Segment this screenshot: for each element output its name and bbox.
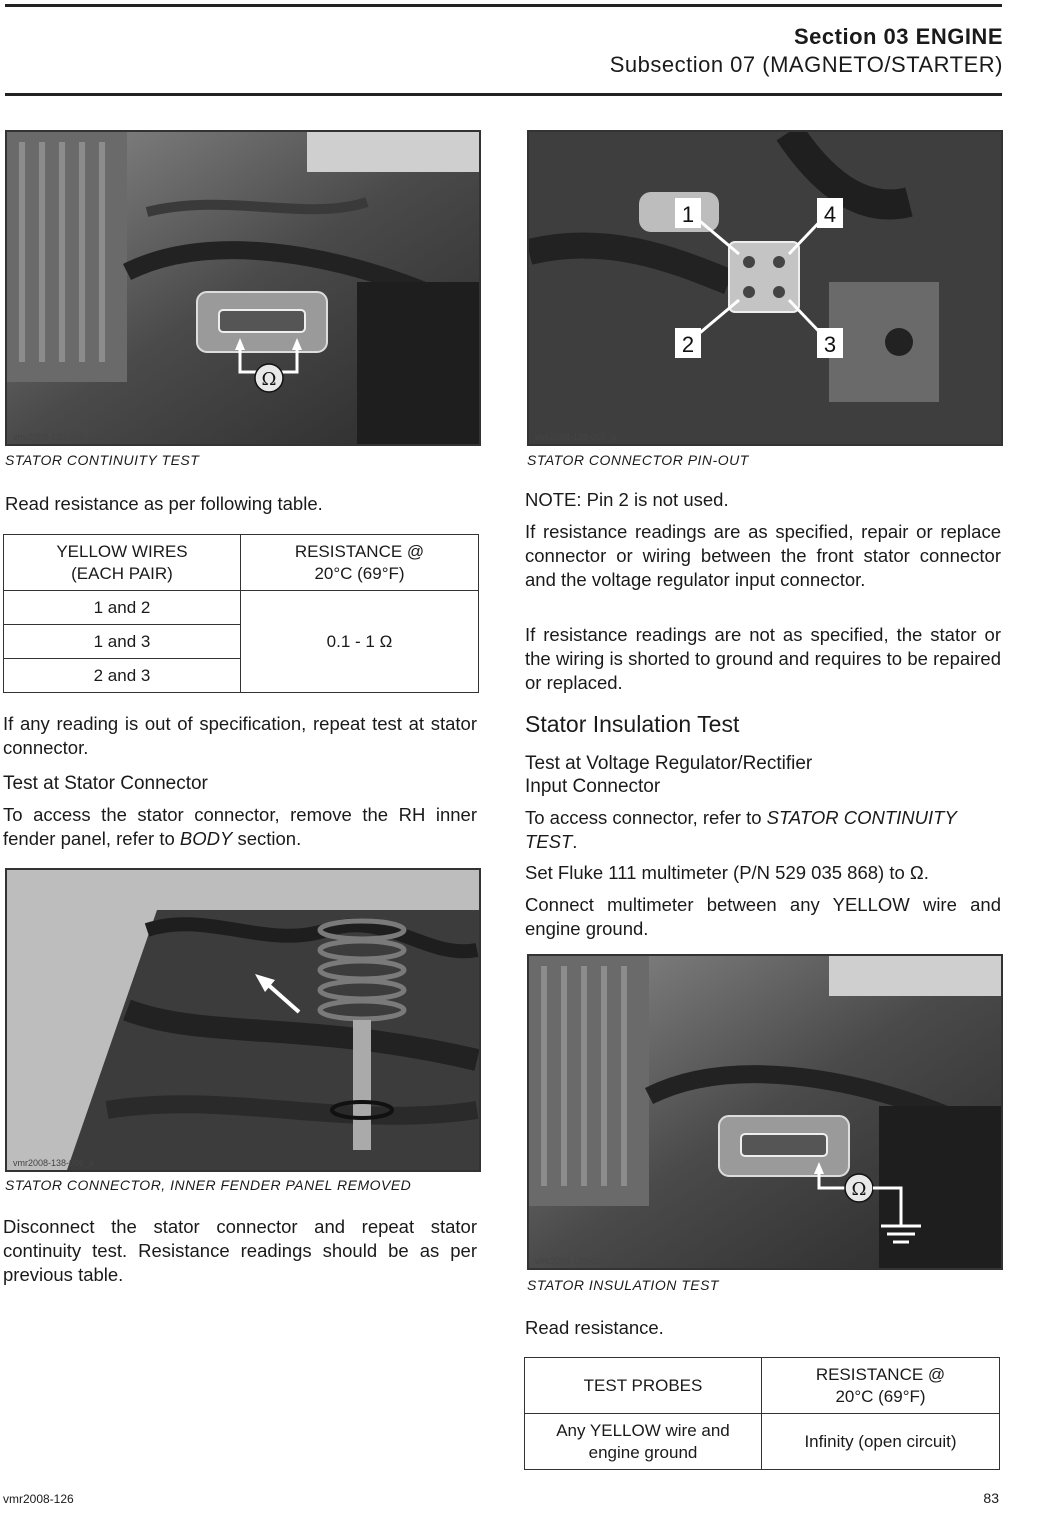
ohm-symbol: Ω xyxy=(851,1179,867,1200)
paragraph: Read resistance. xyxy=(525,1317,664,1338)
cross-reference: BODY xyxy=(179,828,233,849)
text: To access the stator connector, remove the RH inner fender panel, refer to xyxy=(3,804,477,849)
paragraph xyxy=(525,806,1001,854)
insulation-table xyxy=(524,1357,1000,1470)
paragraph: Set Fluke 111 multimeter (P/N 529 035 868) to Ω. xyxy=(525,862,929,883)
pin-label: 2 xyxy=(681,332,695,357)
footer-code: vmr2008-126 xyxy=(3,1492,74,1506)
section-heading: Test at Stator Connector xyxy=(3,773,208,794)
paragraph: If resistance readings are as specified, repair or replace connector or wiring between the front stator connector and the voltage regulator input connector. xyxy=(525,521,1001,590)
pin-label: 4 xyxy=(823,202,837,227)
table-header: 20°C (69°F) xyxy=(314,563,405,583)
section-title: Section 03 ENGINE xyxy=(793,24,1003,49)
heading-line: Input Connector xyxy=(525,776,661,797)
top-rule xyxy=(5,4,1002,7)
table-cell: engine ground xyxy=(588,1442,698,1462)
subsection-title: Subsection 07 (MAGNETO/STARTER) xyxy=(609,52,1003,77)
page-number: 83 xyxy=(983,1490,999,1506)
stator-insulation-photo xyxy=(527,954,1003,1270)
subsection-heading xyxy=(525,752,812,798)
note xyxy=(525,488,1001,512)
text: . xyxy=(572,831,578,852)
table-header: RESISTANCE @ xyxy=(815,1364,946,1384)
connector-pinout-photo xyxy=(527,130,1003,446)
paragraph: Disconnect the stator connector and repeat stator continuity test. Resistance readings should be as per previous table. xyxy=(3,1216,477,1285)
table-cell: 1 and 3 xyxy=(4,625,241,659)
ohm-symbol: Ω xyxy=(261,369,277,390)
paragraph: If resistance readings are not as specified, the stator or the wiring is shorted to ground and requires to be repaired or replaced. xyxy=(525,624,1001,693)
heading-line: Test at Voltage Regulator/Rectifier xyxy=(525,753,813,774)
figure-code: vmr2008-138-007_a xyxy=(535,432,617,442)
figure-code: vmr2008-138-005_b xyxy=(13,432,95,442)
table-header: TEST PROBES xyxy=(525,1358,762,1414)
text: To access connector, refer to xyxy=(525,807,767,828)
table-cell: Any YELLOW wire and xyxy=(556,1420,730,1440)
figure-caption: STATOR CONNECTOR PIN-OUT xyxy=(527,452,749,468)
figure-caption: STATOR CONTINUITY TEST xyxy=(5,452,200,468)
paragraph: Read resistance as per following table. xyxy=(5,493,323,514)
table-header: YELLOW WIRES xyxy=(56,541,188,561)
header-rule xyxy=(5,93,1002,96)
note-text: Pin 2 is not used. xyxy=(581,489,729,510)
inner-fender-photo xyxy=(5,868,481,1172)
pin-label: 1 xyxy=(681,202,695,227)
table-cell-value: 0.1 - 1 Ω xyxy=(241,591,479,693)
paragraph xyxy=(3,803,477,851)
table-header: 20°C (69°F) xyxy=(835,1386,926,1406)
figure-code: vmr2008-138-005_c xyxy=(535,1256,616,1266)
table-cell: 1 and 2 xyxy=(4,591,241,625)
section-heading: Stator Insulation Test xyxy=(525,711,740,737)
stator-continuity-photo xyxy=(5,130,481,446)
figure-code: vmr2008-138-006_a xyxy=(13,1158,95,1168)
paragraph: If any reading is out of specification, repeat test at stator connector. xyxy=(3,713,477,758)
pin-label: 3 xyxy=(823,332,837,357)
resistance-table xyxy=(3,534,479,693)
paragraph: Connect multimeter between any YELLOW wire and engine ground. xyxy=(525,894,1001,939)
table-cell: Infinity (open circuit) xyxy=(762,1414,1000,1470)
table-header: RESISTANCE @ xyxy=(294,541,425,561)
figure-caption: STATOR CONNECTOR, INNER FENDER PANEL REMOVED xyxy=(5,1177,412,1193)
cross-reference: STATOR CONTINUITY TEST xyxy=(525,807,957,852)
note-label: NOTE: xyxy=(525,489,582,510)
figure-caption: STATOR INSULATION TEST xyxy=(527,1277,719,1293)
text: section. xyxy=(232,828,302,849)
table-header: (EACH PAIR) xyxy=(71,563,173,583)
table-cell: 2 and 3 xyxy=(4,659,241,693)
